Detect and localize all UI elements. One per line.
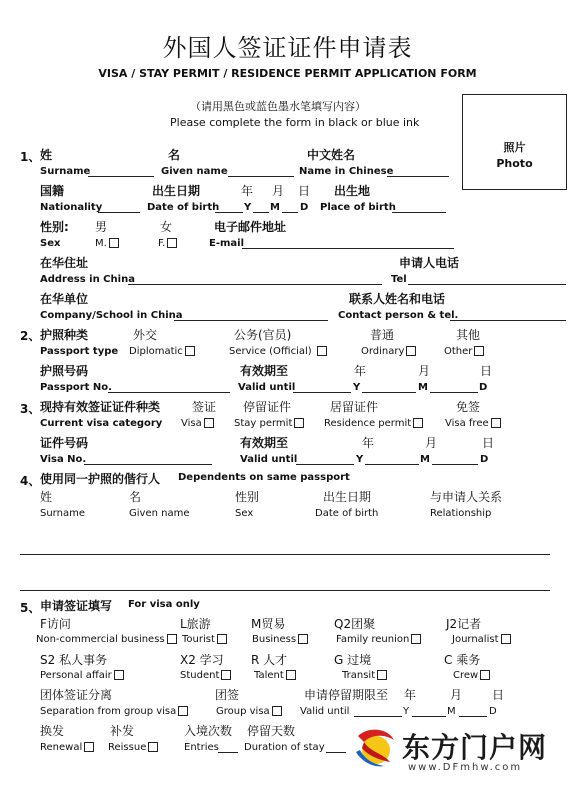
visa-no-label: Visa No. xyxy=(40,454,87,465)
group-separation-cn: 团体签证分离 xyxy=(40,688,113,702)
visa-category-cn: 现持有效签证证件种类 xyxy=(40,400,161,414)
ordinary-option[interactable] xyxy=(361,346,416,357)
dep-col-relation-cn: 与申请人关系 xyxy=(430,490,503,504)
stay-limit-day-field[interactable] xyxy=(459,716,487,717)
type-r-label: Talent xyxy=(254,670,284,681)
diplomatic-label: Diplomatic xyxy=(129,346,183,357)
passport-no-cn: 护照号码 xyxy=(40,364,89,378)
type-l-checkbox[interactable] xyxy=(217,634,227,644)
passport-valid-label: Valid until xyxy=(238,382,296,393)
tel-cn: 申请人电话 xyxy=(399,256,460,270)
visa-no-field[interactable] xyxy=(84,464,212,465)
diplomatic-cn: 外交 xyxy=(133,328,158,342)
type-m-checkbox[interactable] xyxy=(298,634,308,644)
duration-cn: 停留天数 xyxy=(247,724,296,738)
section-5-number: 5、 xyxy=(20,601,41,615)
visa-free-option[interactable] xyxy=(445,418,501,429)
visa-day-cn: 日 xyxy=(482,436,495,450)
reissue-cn: 补发 xyxy=(110,724,135,738)
ink-note-en: Please complete the form in black or blue ink xyxy=(170,116,420,129)
visa-free-label: Visa free xyxy=(445,418,489,429)
address-label: Address in China xyxy=(40,274,135,285)
official-cn: 公务(官员) xyxy=(234,328,292,342)
stay-limit-m: M xyxy=(447,706,456,717)
residence-permit-option[interactable] xyxy=(324,418,423,429)
passport-valid-year-field[interactable] xyxy=(293,392,351,393)
stay-limit-month-field[interactable] xyxy=(412,716,446,717)
group-visa-option[interactable] xyxy=(216,706,282,717)
group-visa-checkbox[interactable] xyxy=(272,706,282,716)
dependent-row-1[interactable] xyxy=(20,554,550,555)
year-cn: 年 xyxy=(241,184,254,198)
type-q2-checkbox[interactable] xyxy=(411,634,421,644)
visa-valid-cn: 有效期至 xyxy=(240,436,289,450)
address-field[interactable] xyxy=(128,284,382,285)
dep-col-given: Given name xyxy=(129,508,190,519)
passport-valid-month-field[interactable] xyxy=(362,392,416,393)
reissue-label: Reissue xyxy=(108,742,147,753)
other-label: Other xyxy=(444,346,473,357)
chinese-name-field[interactable] xyxy=(387,176,449,177)
other-cn: 其他 xyxy=(456,328,481,342)
dep-col-sex-cn: 性别 xyxy=(235,490,260,504)
passport-m: M xyxy=(418,382,428,393)
group-visa-label: Group visa xyxy=(216,706,270,717)
section-2-number: 2、 xyxy=(20,329,41,343)
stay-limit-month-cn: 月 xyxy=(450,688,463,702)
email-label: E-mail xyxy=(209,238,245,249)
type-s2-checkbox[interactable] xyxy=(114,670,124,680)
visa-free-checkbox[interactable] xyxy=(491,418,501,428)
dep-col-given-cn: 名 xyxy=(129,490,142,504)
form-title: 外国人签证证件申请表 xyxy=(162,34,413,62)
duration-field[interactable] xyxy=(326,752,346,753)
duration-label: Duration of stay xyxy=(244,742,325,753)
section-1-number: 1、 xyxy=(20,150,41,164)
tel-label: Tel xyxy=(391,274,407,285)
email-cn: 电子邮件地址 xyxy=(214,220,287,234)
passport-no-label: Passport No. xyxy=(40,382,112,393)
visa-valid-month-field[interactable] xyxy=(365,464,419,465)
passport-valid-day-field[interactable] xyxy=(430,392,478,393)
male-cn: 男 xyxy=(95,220,108,234)
type-g-option[interactable] xyxy=(342,670,387,681)
dep-col-dob-cn: 出生日期 xyxy=(323,490,372,504)
entries-cn: 入境次数 xyxy=(184,724,233,738)
email-field[interactable] xyxy=(242,248,454,249)
nationality-label: Nationality xyxy=(40,202,103,213)
other-checkbox[interactable] xyxy=(474,346,484,356)
entries-label: Entries xyxy=(184,742,219,753)
renewal-label: Renewal xyxy=(40,742,83,753)
other-option[interactable] xyxy=(444,346,484,357)
address-cn: 在华住址 xyxy=(40,256,89,270)
type-c-cn: C 乘务 xyxy=(444,653,481,667)
dep-col-relation: Relationship xyxy=(430,508,492,519)
type-q2-option[interactable] xyxy=(336,634,421,645)
passport-valid-cn: 有效期至 xyxy=(240,364,289,378)
pob-field[interactable] xyxy=(392,212,446,213)
visa-option[interactable] xyxy=(181,418,214,429)
nationality-cn: 国籍 xyxy=(40,184,65,198)
passport-y: Y xyxy=(353,382,361,393)
photo-label-cn: 照片 xyxy=(503,141,526,154)
sex-label: Sex xyxy=(40,238,61,249)
visa-cn: 签证 xyxy=(192,400,217,414)
surname-label: Surname xyxy=(40,166,91,177)
group-visa-cn: 团签 xyxy=(215,688,240,702)
type-j2-label: Journalist xyxy=(452,634,499,645)
female-cn: 女 xyxy=(160,220,173,234)
chinese-name-cn: 中文姓名 xyxy=(307,148,356,162)
dob-day-field[interactable] xyxy=(282,212,298,213)
male-option[interactable] xyxy=(95,238,119,249)
contact-label: Contact person & tel. xyxy=(338,310,459,321)
ordinary-checkbox[interactable] xyxy=(406,346,416,356)
dob-month-field[interactable] xyxy=(253,212,269,213)
type-f-checkbox[interactable] xyxy=(167,634,177,644)
type-m-option[interactable] xyxy=(252,634,308,645)
renewal-checkbox[interactable] xyxy=(84,742,94,752)
visa-category-label: Current visa category xyxy=(40,418,163,429)
type-s2-cn: S2 私人事务 xyxy=(40,653,108,667)
pob-label: Place of birth xyxy=(320,202,396,213)
passport-d: D xyxy=(479,382,488,393)
visa-d: D xyxy=(480,454,489,465)
type-j2-option[interactable] xyxy=(452,634,511,645)
sex-cn: 性别: xyxy=(40,220,69,234)
type-j2-checkbox[interactable] xyxy=(501,634,511,644)
stay-limit-year-cn: 年 xyxy=(404,688,417,702)
female-checkbox[interactable] xyxy=(167,238,177,248)
given-name-field[interactable] xyxy=(228,176,294,177)
type-g-checkbox[interactable] xyxy=(377,670,387,680)
type-m-label: Business xyxy=(252,634,297,645)
residence-permit-cn: 居留证件 xyxy=(330,400,379,414)
dragon-logo-icon xyxy=(350,722,398,770)
type-f-cn: F访问 xyxy=(40,617,71,631)
residence-permit-label: Residence permit xyxy=(324,418,412,429)
type-r-checkbox[interactable] xyxy=(286,670,296,680)
stay-limit-y: Y xyxy=(403,706,410,717)
contact-cn: 联系人姓名和电话 xyxy=(349,292,446,306)
watermark-name: 东方门户网 xyxy=(402,731,548,764)
male-label: M. xyxy=(95,238,107,249)
stay-permit-cn: 停留证件 xyxy=(243,400,292,414)
chinese-name-label: Name in Chinese xyxy=(299,166,394,177)
type-x2-option[interactable] xyxy=(180,670,231,681)
dob-label: Date of birth xyxy=(147,202,220,213)
dep-col-sex: Sex xyxy=(235,508,254,519)
surname-cn: 姓 xyxy=(40,148,53,162)
official-label: Service (Official) xyxy=(229,346,312,357)
visa-month-cn: 月 xyxy=(425,436,438,450)
section-4-number: 4、 xyxy=(20,474,41,488)
entries-field[interactable] xyxy=(218,752,238,753)
stay-limit-d: D xyxy=(489,706,497,717)
type-q2-cn: Q2团聚 xyxy=(334,617,376,631)
type-x2-checkbox[interactable] xyxy=(221,670,231,680)
visa-checkbox[interactable] xyxy=(204,418,214,428)
type-c-option[interactable] xyxy=(453,670,490,681)
type-c-checkbox[interactable] xyxy=(480,670,490,680)
type-s2-option[interactable] xyxy=(40,670,124,681)
watermark-url: www.DFmhw.com xyxy=(408,762,523,773)
dependent-row-2[interactable] xyxy=(20,590,550,591)
female-label: F. xyxy=(158,238,166,249)
type-f-option[interactable] xyxy=(36,634,177,645)
stay-permit-option[interactable] xyxy=(234,418,304,429)
dob-cn: 出生日期 xyxy=(152,184,201,198)
type-j2-cn: J2记者 xyxy=(446,617,482,631)
nationality-field[interactable] xyxy=(98,212,140,213)
visa-only-heading-en: For visa only xyxy=(128,599,200,610)
type-q2-label: Family reunion xyxy=(336,634,410,645)
dependents-heading-cn: 使用同一护照的偕行人 xyxy=(40,472,161,486)
type-r-cn: R 人才 xyxy=(251,653,288,667)
diplomatic-checkbox[interactable] xyxy=(185,346,195,356)
visa-label: Visa xyxy=(181,418,202,429)
renewal-cn: 换发 xyxy=(40,724,65,738)
type-g-cn: G 过境 xyxy=(334,653,372,667)
pob-cn: 出生地 xyxy=(334,184,371,198)
group-separation-checkbox[interactable] xyxy=(178,706,188,716)
group-separation-label: Separation from group visa xyxy=(40,706,177,717)
visa-no-cn: 证件号码 xyxy=(40,436,89,450)
type-r-option[interactable] xyxy=(254,670,296,681)
passport-year-cn: 年 xyxy=(354,364,367,378)
reissue-checkbox[interactable] xyxy=(148,742,158,752)
type-s2-label: Personal affair xyxy=(40,670,112,681)
ink-note-cn: （请用黑色或蓝色墨水笔填写内容） xyxy=(190,100,366,113)
dob-d: D xyxy=(300,202,309,213)
passport-type-label: Passport type xyxy=(40,346,119,357)
type-m-cn: M贸易 xyxy=(251,617,286,631)
visa-valid-year-field[interactable] xyxy=(296,464,354,465)
stay-limit-day-cn: 日 xyxy=(492,688,505,702)
ordinary-cn: 普通 xyxy=(370,328,395,342)
month-cn: 月 xyxy=(272,184,285,198)
official-checkbox[interactable] xyxy=(317,346,327,356)
given-name-cn: 名 xyxy=(168,148,181,162)
residence-permit-checkbox[interactable] xyxy=(413,418,423,428)
given-name-label: Given name xyxy=(161,166,228,177)
diplomatic-option[interactable] xyxy=(129,346,195,357)
dob-m: M xyxy=(270,202,280,213)
dob-year-field[interactable] xyxy=(215,212,243,213)
stay-permit-label: Stay permit xyxy=(234,418,293,429)
reissue-option[interactable] xyxy=(108,742,158,753)
contact-field[interactable] xyxy=(450,320,566,321)
visa-m: M xyxy=(420,454,430,465)
type-x2-label: Student xyxy=(180,670,220,681)
stay-limit-year-field[interactable] xyxy=(354,716,402,717)
visa-y: Y xyxy=(356,454,364,465)
dep-col-dob: Date of birth xyxy=(315,508,379,519)
company-field[interactable] xyxy=(174,320,328,321)
visa-valid-day-field[interactable] xyxy=(432,464,478,465)
tel-field[interactable] xyxy=(408,284,566,285)
official-option[interactable] xyxy=(229,346,327,357)
visa-valid-label: Valid until xyxy=(240,454,298,465)
photo-label-en: Photo xyxy=(496,157,533,170)
watermark-logo xyxy=(350,718,565,780)
type-l-label: Tourist xyxy=(182,634,215,645)
type-c-label: Crew xyxy=(453,670,479,681)
type-f-label: Non-commercial business xyxy=(36,634,165,645)
surname-field[interactable] xyxy=(88,176,154,177)
dependents-heading-en: Dependents on same passport xyxy=(178,472,350,483)
passport-type-cn: 护照种类 xyxy=(40,328,89,342)
type-l-option[interactable] xyxy=(182,634,227,645)
female-option[interactable] xyxy=(158,238,177,249)
ordinary-label: Ordinary xyxy=(361,346,405,357)
passport-day-cn: 日 xyxy=(480,364,493,378)
dep-col-surname-cn: 姓 xyxy=(40,490,53,504)
passport-month-cn: 月 xyxy=(418,364,431,378)
type-g-label: Transit xyxy=(342,670,376,681)
form-subtitle: VISA / STAY PERMIT / RESIDENCE PERMIT APPLICATION FORM xyxy=(98,67,477,80)
renewal-option[interactable] xyxy=(40,742,94,753)
passport-no-field[interactable] xyxy=(108,392,230,393)
visa-year-cn: 年 xyxy=(362,436,375,450)
type-l-cn: L旅游 xyxy=(180,617,211,631)
group-separation-option[interactable] xyxy=(40,706,188,717)
company-cn: 在华单位 xyxy=(40,292,89,306)
stay-limit-cn: 申请停留期限至 xyxy=(304,688,389,702)
day-cn: 日 xyxy=(298,184,311,198)
dob-y: Y xyxy=(244,202,252,213)
type-x2-cn: X2 学习 xyxy=(180,653,224,667)
stay-permit-checkbox[interactable] xyxy=(294,418,304,428)
dep-col-surname: Surname xyxy=(40,508,85,519)
section-3-number: 3、 xyxy=(20,402,41,416)
company-label: Company/School in China xyxy=(40,310,183,321)
visa-free-cn: 免签 xyxy=(456,400,481,414)
photo-box[interactable] xyxy=(462,94,567,190)
stay-limit-label: Valid until xyxy=(300,706,350,717)
male-checkbox[interactable] xyxy=(109,238,119,248)
visa-only-heading-cn: 申请签证填写 xyxy=(40,599,113,613)
